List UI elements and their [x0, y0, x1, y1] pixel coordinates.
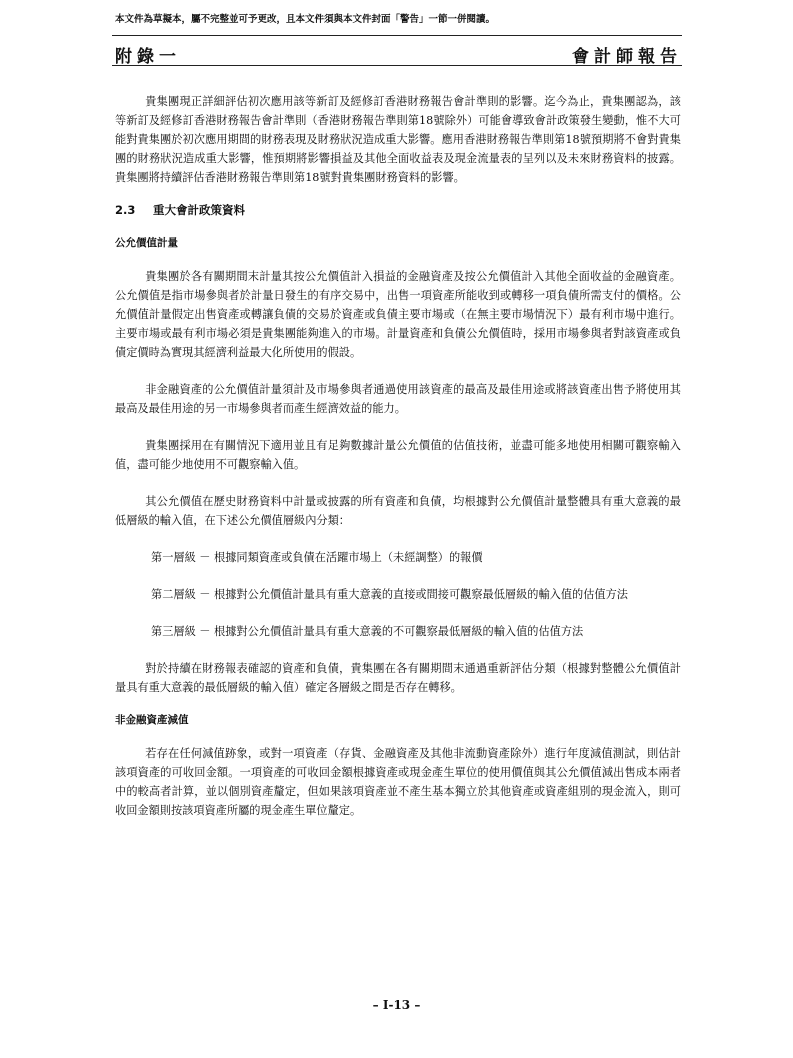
section-title: 重大會計政策資料: [153, 203, 245, 217]
draft-warning: 本文件為草擬本，屬不完整並可予更改，且本文件須與本文件封面「警告」一節一併閱讀。: [115, 14, 496, 25]
header-divider: [112, 65, 682, 66]
fair-value-level-2: 第二層級 － 根據對公允價值計量具有重大意義的直接或間接可觀察最低層級的輸入值的估值方法: [151, 588, 628, 601]
page-content: [115, 92, 681, 820]
intro-paragraph: 貴集團現正詳細評估初次應用該等新訂及經修訂香港財務報告會計準則的影響。迄今為止，貴集團認為，該等新訂及經修訂香港財務報告會計準則（香港財務報告準則第18號除外）可能會導致會計政策發生變動，惟不大可能對貴集團於初次應用期間的財務表現及財務狀況造成重大影響。應用香港財務報告準則第18號預期將不會對貴集團的財務狀況造成重大影響，惟預期將影響損益及其他全面收益表及現金流量表的呈列以及未來財務資料的披露。貴集團將持續評估香港財務報告準則第18號對貴集團財務資料的影響。: [115, 95, 681, 184]
fair-value-heading: 公允價值計量: [115, 237, 178, 249]
report-title: 會計師報告: [572, 47, 682, 67]
appendix-label: 附錄一: [115, 47, 181, 67]
impairment-heading: 非金融資產減值: [115, 714, 189, 726]
fair-value-paragraph: 貴集團採用在有關情況下適用並且有足夠數據計量公允價值的估值技術，並盡可能多地使用相關可觀察輸入值，盡可能少地使用不可觀察輸入值。: [115, 439, 681, 471]
section-number: 2.3: [115, 203, 136, 217]
fair-value-paragraph: 對於持續在財務報表確認的資產和負債，貴集團在各有關期間末通過重新評估分類（根據對整體公允價值計量具有重大意義的最低層級的輸入值）確定各層級之間是否存在轉移。: [115, 662, 681, 694]
section-heading: [115, 201, 681, 220]
page-number: – I-13 –: [372, 998, 421, 1012]
header-top-divider: [112, 35, 682, 36]
fair-value-paragraph: 其公允價值在歷史財務資料中計量或披露的所有資產和負債，均根據對公允價值計量整體具有重大意義的最低層級的輸入值，在下述公允價值層級內分類：: [115, 495, 681, 527]
fair-value-paragraph: 非金融資產的公允價值計量須計及市場參與者通過使用該資產的最高及最佳用途或將該資產出售予將使用其最高及最佳用途的另一市場參與者而產生經濟效益的能力。: [115, 383, 681, 415]
fair-value-level-1: 第一層級 － 根據同類資產或負債在活躍市場上（未經調整）的報價: [151, 551, 483, 564]
fair-value-level-3: 第三層級 － 根據對公允價值計量具有重大意義的不可觀察最低層級的輸入值的估值方法: [151, 625, 584, 638]
fair-value-paragraph: 貴集團於各有關期間末計量其按公允價值計入損益的金融資產及按公允價值計入其他全面收益的金融資產。公允價值是指市場參與者於計量日發生的有序交易中，出售一項資產所能收到或轉移一項負債所需支付的價格。公允價值計量假定出售資產或轉讓負債的交易於資產或負債主要市場或（在無主要市場情況下）最有利市場中進行。主要市場或最有利市場必須是貴集團能夠進入的市場。計量資產和負債公允價值時，採用市場參與者對該資產或負債定價時為實現其經濟利益最大化所使用的假設。: [115, 270, 681, 359]
impairment-paragraph: 若存在任何減值跡象，或對一項資產（存貨、金融資產及其他非流動資產除外）進行年度減值測試，則估計該項資產的可收回金額。一項資產的可收回金額根據資產或現金產生單位的使用價值與其公允價值減出售成本兩者中的較高者計算，並以個別資產釐定，但如果該項資產並不產生基本獨立於其他資產或資產組別的現金流入，則可收回金額則按該項資產所屬的現金產生單位釐定。: [115, 747, 681, 817]
